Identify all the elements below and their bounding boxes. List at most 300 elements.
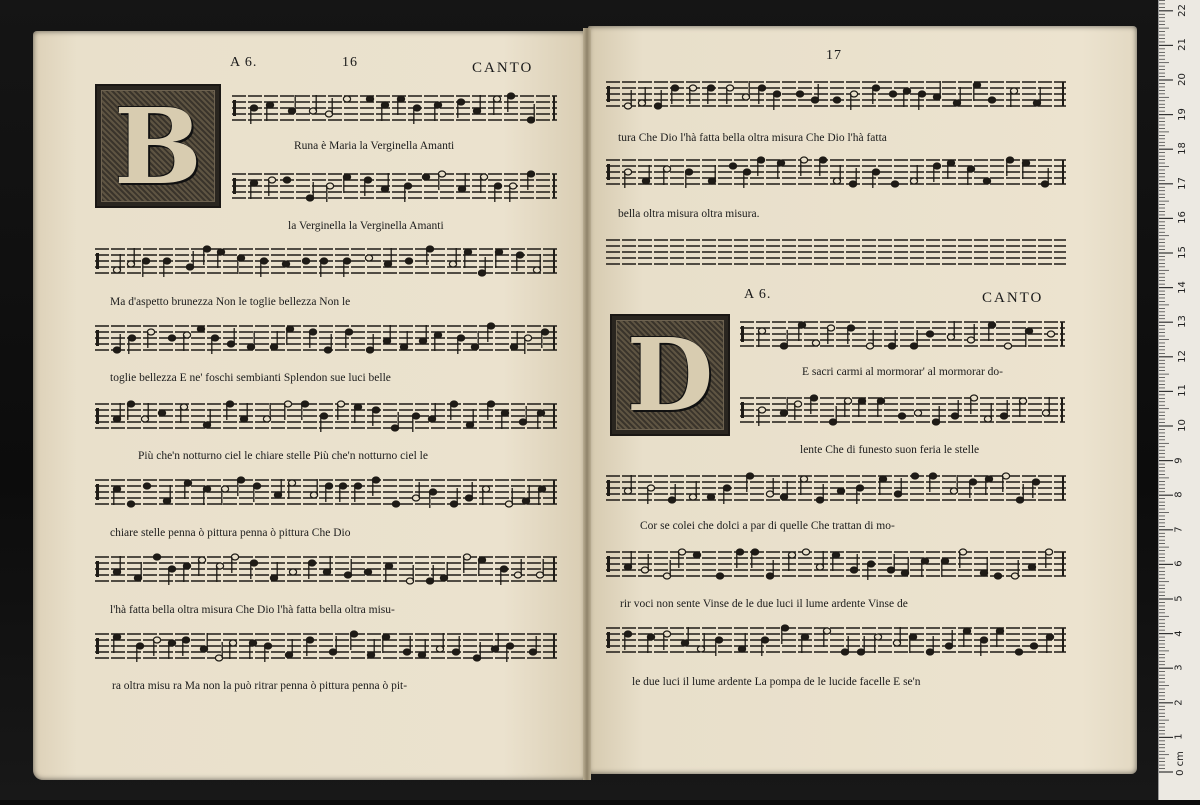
note-head: [707, 85, 714, 91]
ruler-number: 11: [1176, 384, 1188, 398]
note-head: [536, 572, 543, 578]
note-head: [127, 261, 134, 267]
note-head: [422, 174, 429, 180]
note-head: [918, 91, 925, 97]
note-head: [800, 157, 807, 163]
note-head: [463, 554, 470, 560]
staff-left-1: [232, 92, 557, 126]
ruler-number: 19: [1176, 107, 1188, 121]
note-head: [758, 328, 765, 334]
note-head: [833, 178, 840, 184]
note-head: [1045, 549, 1052, 555]
note-head: [742, 94, 749, 100]
note-head: [726, 85, 733, 91]
ruler-number: 12: [1176, 349, 1188, 363]
note-head: [473, 655, 480, 661]
note-head: [788, 552, 795, 558]
note-head: [773, 91, 780, 97]
staff-right-4: [740, 394, 1065, 428]
note-head: [249, 640, 256, 646]
initial-letter: B: [114, 84, 202, 208]
note-head: [263, 416, 270, 422]
note-head: [1002, 473, 1009, 479]
note-head: [419, 338, 426, 344]
right-page-number: 17: [826, 48, 842, 63]
note-head: [436, 646, 443, 652]
note-head: [758, 407, 765, 413]
staff-right-6: [606, 548, 1066, 582]
note-head: [1032, 479, 1039, 485]
note-head: [134, 575, 141, 581]
note-head: [471, 344, 478, 350]
note-head: [325, 483, 332, 489]
note-head: [781, 625, 788, 631]
note-head: [163, 498, 170, 504]
note-head: [766, 491, 773, 497]
note-head: [350, 631, 357, 637]
note-head: [802, 549, 809, 555]
note-head: [339, 483, 346, 489]
note-head: [921, 558, 928, 564]
note-head: [654, 103, 661, 109]
note-head: [894, 491, 901, 497]
note-head: [289, 569, 296, 575]
note-head: [910, 343, 917, 349]
note-head: [729, 163, 736, 169]
note-head: [250, 180, 257, 186]
note-head: [1019, 398, 1026, 404]
note-head: [200, 646, 207, 652]
note-head: [406, 578, 413, 584]
note-head: [478, 270, 485, 276]
note-head: [736, 549, 743, 555]
note-head: [538, 486, 545, 492]
ruler-number: 10: [1176, 419, 1188, 432]
note-head: [343, 174, 350, 180]
note-head: [306, 195, 313, 201]
note-head: [186, 264, 193, 270]
note-head: [487, 323, 494, 329]
note-head: [141, 416, 148, 422]
ruler-number: 1: [1173, 733, 1185, 741]
ruler-number: 2: [1173, 699, 1185, 706]
note-head: [466, 422, 473, 428]
note-head: [933, 94, 940, 100]
note-head: [624, 564, 631, 570]
note-head: [392, 501, 399, 507]
note-head: [903, 88, 910, 94]
note-head: [697, 646, 704, 652]
lyric-left-1: Runa è Maria la Verginella Amanti: [294, 140, 455, 152]
note-head: [891, 181, 898, 187]
note-head: [746, 473, 753, 479]
note-head: [325, 111, 332, 117]
note-head: [158, 410, 165, 416]
note-head: [449, 261, 456, 267]
note-head: [229, 640, 236, 646]
lyric-right-top-1: tura Che Dio l'hà fatta bella oltra misura Che Dio l'hà fatta: [618, 132, 887, 144]
note-head: [832, 552, 839, 558]
note-head: [801, 634, 808, 640]
note-head: [1033, 100, 1040, 106]
note-head: [366, 347, 373, 353]
note-head: [372, 407, 379, 413]
note-head: [816, 564, 823, 570]
note-head: [495, 249, 502, 255]
note-head: [647, 634, 654, 640]
note-head: [354, 483, 361, 489]
note-head: [302, 258, 309, 264]
note-head: [1016, 497, 1023, 503]
note-head: [708, 178, 715, 184]
note-head: [893, 640, 900, 646]
ruler-number: 3: [1173, 664, 1185, 671]
note-head: [506, 643, 513, 649]
note-head: [932, 419, 939, 425]
note-head: [482, 486, 489, 492]
note-head: [364, 177, 371, 183]
note-head: [738, 646, 745, 652]
note-head: [418, 652, 425, 658]
note-head: [147, 329, 154, 335]
note-head: [819, 157, 826, 163]
note-head: [707, 494, 714, 500]
ruler-number: 15: [1176, 246, 1188, 259]
note-head: [933, 163, 940, 169]
note-head: [384, 261, 391, 267]
note-head: [527, 171, 534, 177]
staff-left-8: [95, 630, 557, 664]
note-head: [967, 337, 974, 343]
note-head: [624, 103, 631, 109]
note-head: [163, 258, 170, 264]
note-head: [320, 258, 327, 264]
staff-left-6: [95, 476, 557, 510]
note-head: [184, 480, 191, 486]
note-head: [985, 476, 992, 482]
note-head: [642, 178, 649, 184]
note-head: [428, 416, 435, 422]
staff-right-3: [740, 318, 1065, 352]
ruler-number: 21: [1176, 38, 1188, 52]
note-head: [142, 258, 149, 264]
note-head: [153, 637, 160, 643]
note-head: [306, 637, 313, 643]
note-head: [113, 267, 120, 273]
note-head: [366, 96, 373, 102]
note-head: [478, 557, 485, 563]
note-head: [500, 566, 507, 572]
note-head: [260, 258, 267, 264]
note-head: [113, 569, 120, 575]
ruler-number: 9: [1173, 456, 1185, 464]
note-head: [250, 105, 257, 111]
note-head: [434, 332, 441, 338]
note-head: [237, 477, 244, 483]
note-head: [381, 102, 388, 108]
note-head: [324, 347, 331, 353]
note-head: [198, 557, 205, 563]
note-head: [757, 157, 764, 163]
ruler-number: 20: [1176, 73, 1188, 86]
note-head: [816, 497, 823, 503]
ruler-unit-label: 0 cm: [1174, 751, 1186, 776]
note-head: [973, 82, 980, 88]
decorated-initial-d: [610, 314, 730, 436]
note-head: [309, 329, 316, 335]
note-head: [833, 97, 840, 103]
right-part-name: CANTO: [982, 290, 1044, 306]
staff-right-1: [606, 78, 1066, 112]
note-head: [716, 573, 723, 579]
note-head: [183, 332, 190, 338]
note-head: [397, 96, 404, 102]
note-head: [211, 335, 218, 341]
ruler-number: 14: [1176, 280, 1188, 294]
note-head: [434, 102, 441, 108]
note-head: [950, 488, 957, 494]
note-head: [465, 495, 472, 501]
note-head: [383, 338, 390, 344]
note-head: [385, 563, 392, 569]
note-head: [758, 85, 765, 91]
note-head: [282, 261, 289, 267]
lyric-right-1: E sacri carmi al mormorar' al mormorar do-: [802, 366, 1004, 378]
note-head: [693, 552, 700, 558]
note-head: [529, 649, 536, 655]
note-head: [113, 416, 120, 422]
note-head: [440, 575, 447, 581]
note-head: [715, 637, 722, 643]
note-head: [457, 99, 464, 105]
note-head: [231, 554, 238, 560]
staff-right-empty: [606, 236, 1066, 270]
note-head: [959, 549, 966, 555]
note-head: [264, 643, 271, 649]
note-head: [812, 340, 819, 346]
note-head: [780, 410, 787, 416]
note-head: [505, 501, 512, 507]
book-gutter: [583, 28, 591, 780]
note-head: [113, 634, 120, 640]
note-head: [143, 483, 150, 489]
initial-letter: D: [626, 316, 714, 434]
note-head: [412, 495, 419, 501]
ruler-number: 8: [1173, 491, 1185, 498]
note-head: [329, 649, 336, 655]
note-head: [624, 631, 631, 637]
note-head: [344, 572, 351, 578]
note-head: [128, 335, 135, 341]
note-head: [761, 637, 768, 643]
note-head: [1046, 634, 1053, 640]
note-head: [400, 344, 407, 350]
note-head: [984, 416, 991, 422]
note-head: [827, 325, 834, 331]
staff-left-5: [95, 400, 557, 434]
note-head: [404, 183, 411, 189]
note-head: [953, 100, 960, 106]
note-head: [678, 549, 685, 555]
note-head: [874, 634, 881, 640]
note-head: [345, 329, 352, 335]
note-head: [501, 410, 508, 416]
note-head: [253, 483, 260, 489]
note-head: [183, 563, 190, 569]
note-head: [879, 476, 886, 482]
note-head: [638, 100, 645, 106]
right-signature: A 6.: [744, 287, 772, 302]
note-head: [988, 97, 995, 103]
note-head: [857, 649, 864, 655]
note-head: [872, 169, 879, 175]
note-head: [288, 108, 295, 114]
staff-left-7: [95, 553, 557, 587]
note-head: [689, 85, 696, 91]
note-head: [457, 335, 464, 341]
staff-left-3: [95, 245, 557, 279]
note-head: [1004, 343, 1011, 349]
note-head: [994, 573, 1001, 579]
note-head: [522, 498, 529, 504]
note-head: [663, 166, 670, 172]
note-head: [217, 249, 224, 255]
note-head: [685, 169, 692, 175]
note-head: [877, 398, 884, 404]
note-head: [914, 410, 921, 416]
note-head: [850, 567, 857, 573]
note-head: [1011, 573, 1018, 579]
note-head: [941, 558, 948, 564]
note-head: [663, 573, 670, 579]
note-head: [168, 640, 175, 646]
note-head: [510, 344, 517, 350]
note-head: [847, 325, 854, 331]
note-head: [215, 655, 222, 661]
note-head: [203, 246, 210, 252]
note-head: [153, 554, 160, 560]
note-head: [493, 96, 500, 102]
note-head: [180, 404, 187, 410]
left-part-name: CANTO: [472, 60, 534, 76]
note-head: [624, 169, 631, 175]
note-head: [136, 643, 143, 649]
note-head: [969, 479, 976, 485]
note-head: [537, 410, 544, 416]
note-head: [983, 178, 990, 184]
ruler-number: 16: [1176, 211, 1188, 225]
note-head: [240, 416, 247, 422]
note-head: [888, 343, 895, 349]
staff-right-2: [606, 156, 1066, 190]
note-head: [844, 398, 851, 404]
note-head: [850, 91, 857, 97]
note-head: [866, 343, 873, 349]
note-head: [668, 497, 675, 503]
note-head: [1010, 88, 1017, 94]
ruler-number: 7: [1173, 526, 1185, 533]
note-head: [794, 401, 801, 407]
note-head: [367, 652, 374, 658]
note-head: [270, 344, 277, 350]
note-head: [810, 395, 817, 401]
note-head: [1030, 643, 1037, 649]
lyric-right-top-2: bella oltra misura oltra misura.: [618, 208, 760, 220]
staff-right-7: [606, 624, 1066, 658]
note-head: [458, 186, 465, 192]
note-head: [450, 401, 457, 407]
note-head: [197, 326, 204, 332]
note-head: [766, 573, 773, 579]
note-head: [127, 401, 134, 407]
note-head: [354, 404, 361, 410]
note-head: [533, 267, 540, 273]
note-head: [429, 489, 436, 495]
note-head: [320, 413, 327, 419]
note-head: [391, 425, 398, 431]
note-head: [268, 177, 275, 183]
ruler-number: 6: [1173, 560, 1185, 568]
lyric-left-4: toglie bellezza E ne' foschi sembianti Splendon sue luci belle: [110, 372, 391, 384]
note-head: [970, 395, 977, 401]
lyric-left-6: chiare stelle penna ò pittura penna ò pittura Che Dio: [110, 527, 351, 539]
note-head: [288, 480, 295, 486]
note-head: [285, 652, 292, 658]
note-head: [988, 322, 995, 328]
note-head: [301, 401, 308, 407]
note-head: [541, 329, 548, 335]
ruler-number: 18: [1176, 142, 1188, 156]
note-head: [945, 643, 952, 649]
note-head: [507, 93, 514, 99]
note-head: [473, 108, 480, 114]
note-head: [1041, 181, 1048, 187]
staff-left-2: [232, 170, 557, 204]
note-head: [1042, 410, 1049, 416]
lyric-left-2: la Verginella la Verginella Amanti: [288, 220, 444, 232]
note-head: [364, 569, 371, 575]
note-head: [780, 343, 787, 349]
note-head: [412, 413, 419, 419]
left-page-number: 16: [342, 55, 358, 70]
note-head: [438, 171, 445, 177]
note-head: [227, 341, 234, 347]
note-head: [452, 649, 459, 655]
note-head: [381, 186, 388, 192]
note-head: [113, 486, 120, 492]
note-head: [811, 97, 818, 103]
note-head: [911, 473, 918, 479]
note-head: [926, 331, 933, 337]
note-head: [898, 413, 905, 419]
note-head: [1028, 564, 1035, 570]
note-head: [266, 102, 273, 108]
note-head: [323, 569, 330, 575]
note-head: [1000, 413, 1007, 419]
lyric-left-8: ra oltra misu ra Ma non la può ritrar penna ò pittura penna ò pit-: [112, 680, 408, 692]
ruler-number: 13: [1176, 315, 1188, 329]
note-head: [980, 637, 987, 643]
left-signature: A 6.: [230, 55, 258, 70]
note-head: [798, 322, 805, 328]
note-head: [777, 160, 784, 166]
decorated-initial-b: [95, 84, 221, 208]
note-head: [284, 401, 291, 407]
note-head: [527, 117, 534, 123]
note-head: [426, 578, 433, 584]
note-head: [494, 183, 501, 189]
note-head: [1025, 328, 1032, 334]
